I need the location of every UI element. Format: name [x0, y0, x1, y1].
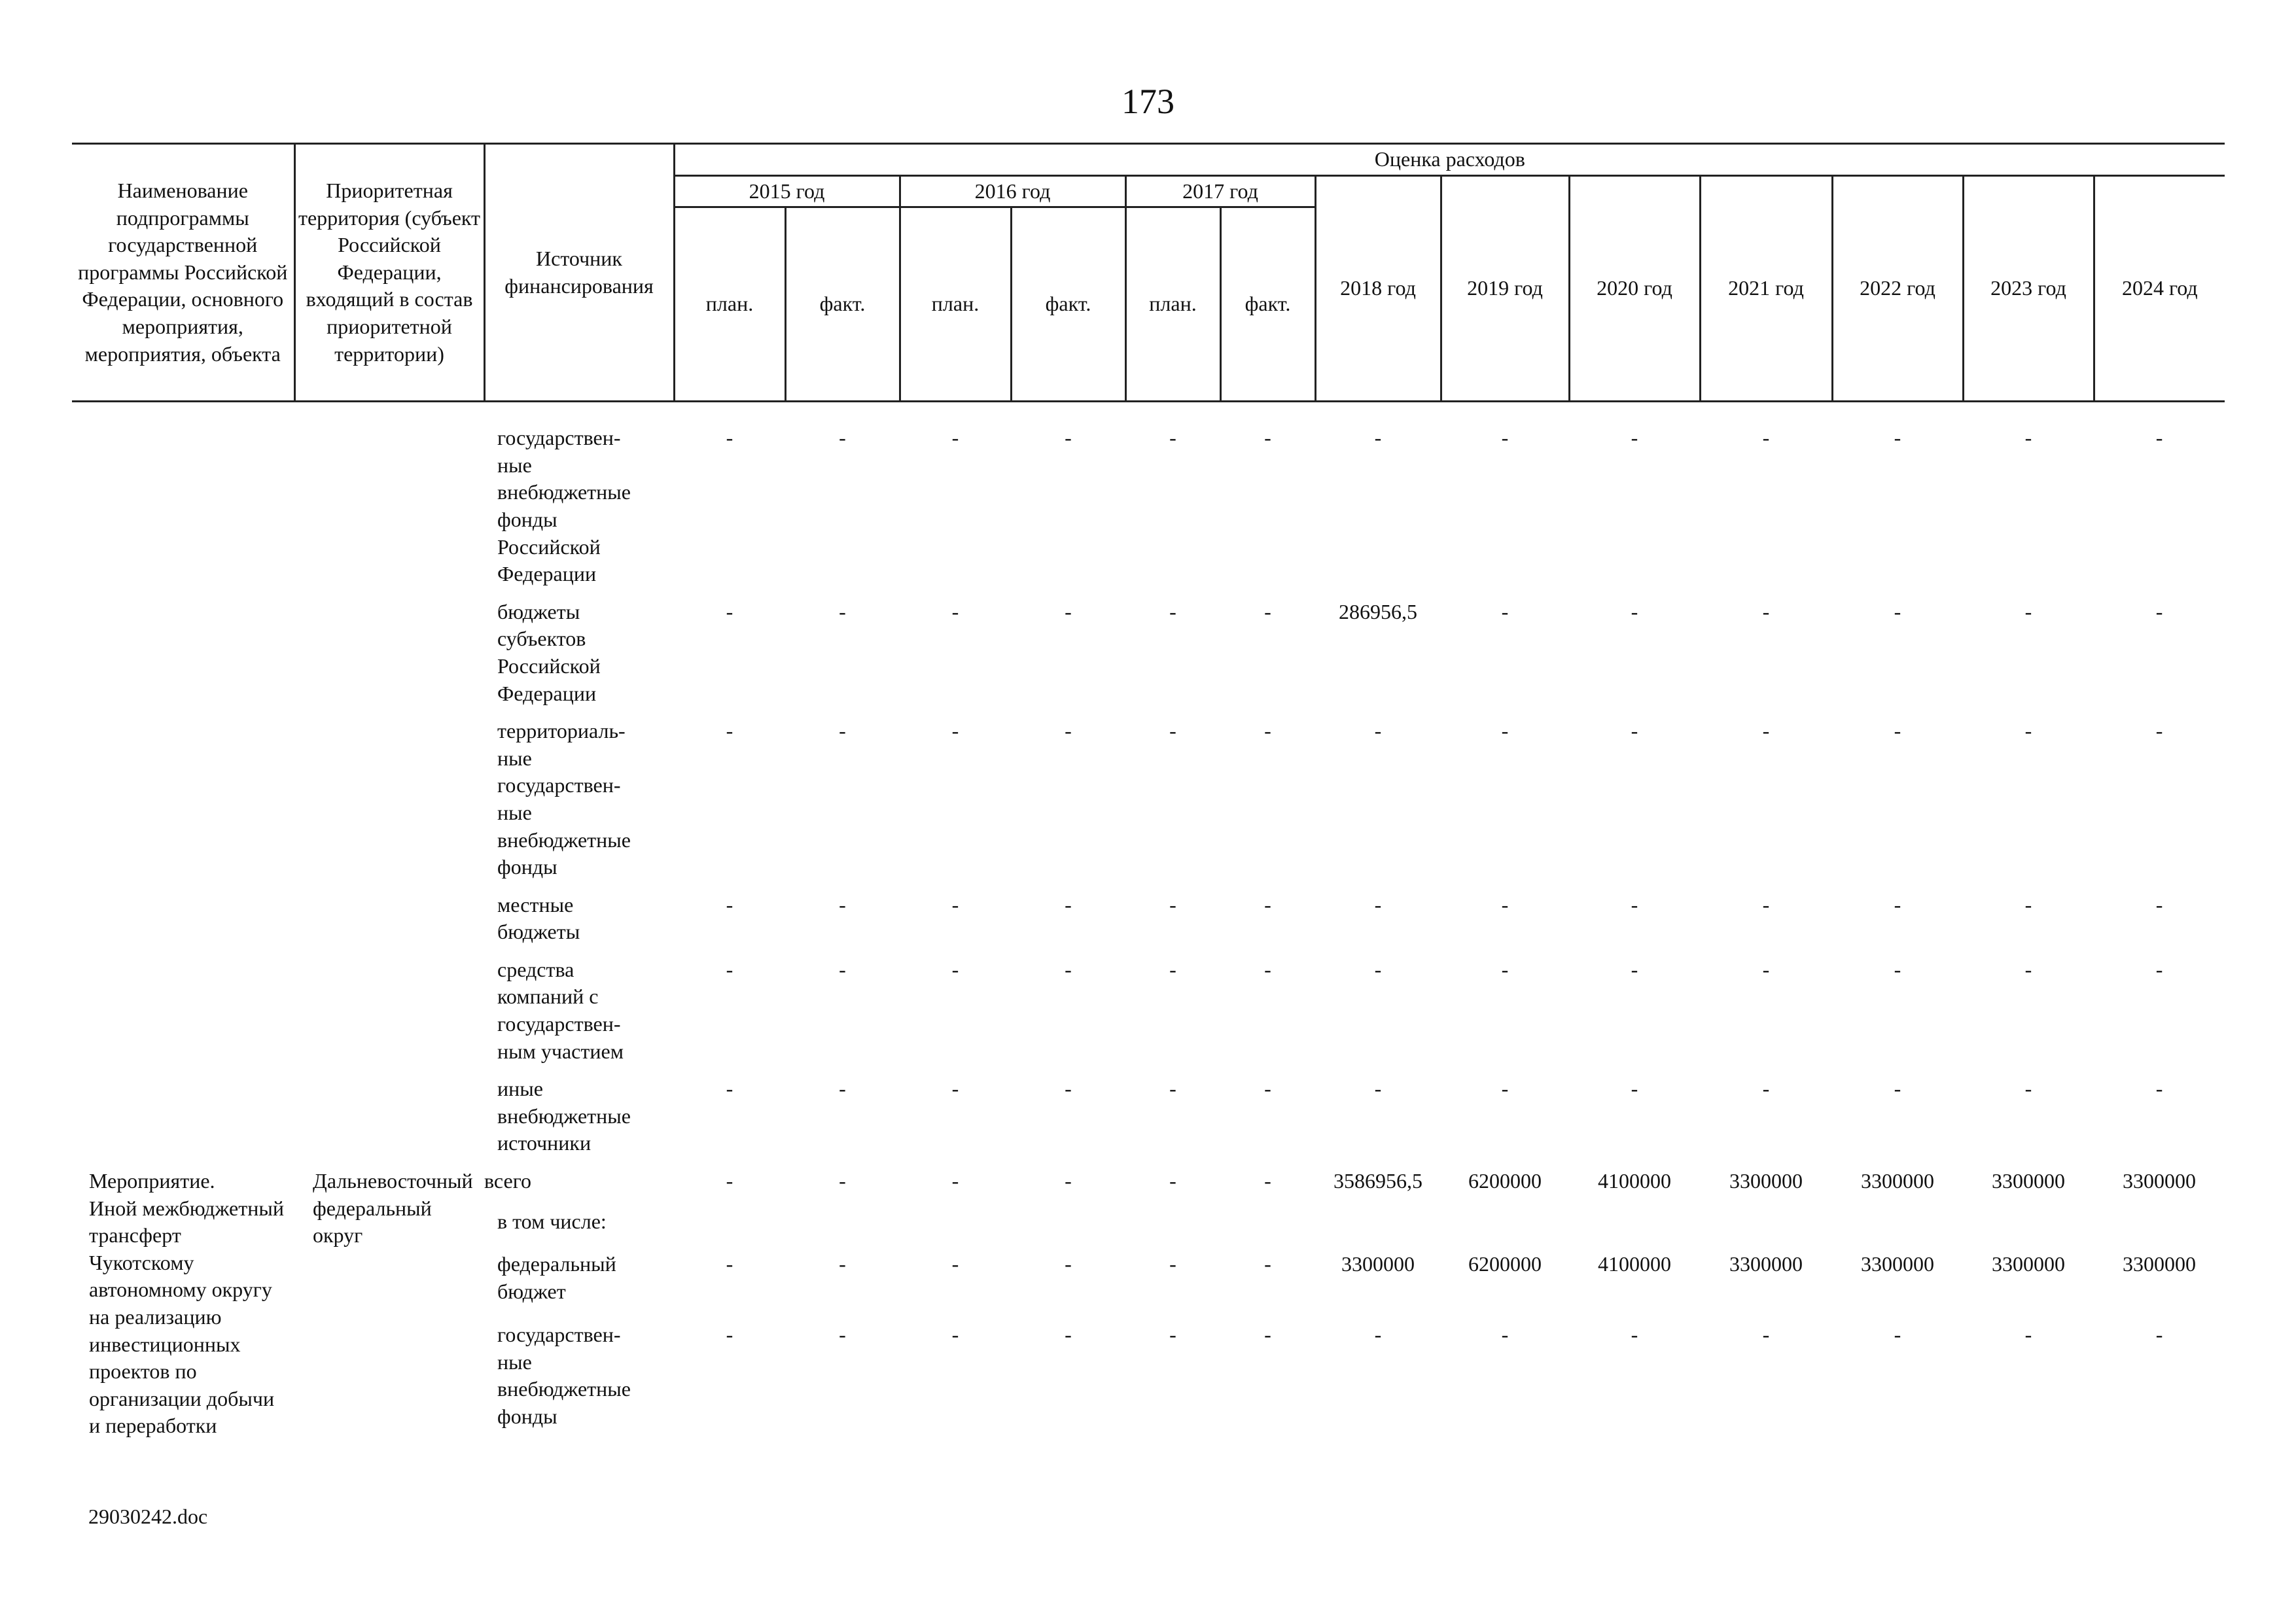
value-cell: -	[726, 719, 733, 743]
value-cell: -	[1169, 719, 1176, 743]
header-year-2019: 2019 год	[1441, 175, 1569, 402]
value-cell: -	[1169, 1077, 1176, 1101]
value-cell: -	[1264, 719, 1271, 743]
table-row	[72, 419, 2225, 593]
value-cell: -	[839, 957, 846, 981]
source-cell: иные внебюджетные источники	[497, 1077, 631, 1155]
value-cell: -	[1894, 719, 1901, 743]
value-cell: -	[1631, 719, 1638, 743]
value-cell	[900, 1203, 1011, 1246]
header-year-2015: 2015 год	[674, 175, 900, 207]
value-cell: -	[1264, 892, 1271, 916]
value-cell: -	[1264, 957, 1271, 981]
header-year-2020: 2020 год	[1569, 175, 1700, 402]
value-cell	[1569, 1203, 1700, 1246]
value-cell: -	[1501, 1322, 1509, 1346]
header-fact-2017: факт.	[1220, 207, 1315, 402]
table-row	[72, 1162, 2225, 1203]
table-body	[72, 402, 2225, 1445]
value-cell: -	[839, 719, 846, 743]
value-cell: -	[2155, 892, 2163, 916]
header-plan-2015: план.	[674, 207, 785, 402]
value-cell: -	[1894, 1077, 1901, 1101]
value-cell: -	[951, 1322, 959, 1346]
value-cell: -	[1264, 1252, 1271, 1276]
value-cell: -	[1065, 1169, 1072, 1193]
value-cell: -	[951, 1077, 959, 1101]
value-cell: -	[1169, 426, 1176, 450]
value-cell: -	[2155, 1322, 2163, 1346]
value-cell: -	[1762, 1322, 1770, 1346]
value-cell: 3300000	[1341, 1252, 1415, 1276]
header-year-2023: 2023 год	[1963, 175, 2094, 402]
value-cell: -	[1631, 892, 1638, 916]
value-cell: -	[2024, 599, 2032, 623]
value-cell: -	[1894, 426, 1901, 450]
value-cell	[1220, 1203, 1315, 1246]
table-row	[72, 886, 2225, 951]
value-cell: -	[839, 1322, 846, 1346]
header-source: Источник финансирования	[484, 144, 674, 402]
header-plan-2017: план.	[1125, 207, 1220, 402]
value-cell: -	[1264, 1169, 1271, 1193]
value-cell: -	[2024, 1077, 2032, 1101]
value-cell: -	[1065, 1077, 1072, 1101]
value-cell	[1011, 1203, 1125, 1246]
value-cell: -	[951, 957, 959, 981]
value-cell: 4100000	[1598, 1252, 1671, 1276]
activity-territory: Дальневосточный федеральный округ	[313, 1169, 473, 1248]
header-fact-2015: факт.	[785, 207, 900, 402]
header-plan-2016: план.	[900, 207, 1011, 402]
territory-cell	[294, 593, 484, 712]
value-cell: -	[1065, 426, 1072, 450]
value-cell: -	[2024, 719, 2032, 743]
value-cell: -	[1264, 1077, 1271, 1101]
value-cell	[1700, 1203, 1832, 1246]
value-cell: -	[1631, 1077, 1638, 1101]
table-row	[72, 1070, 2225, 1162]
value-cell: -	[2155, 719, 2163, 743]
name-cell	[72, 593, 294, 712]
source-cell: территориаль- ные государствен- ные внебюджетные фонды	[497, 719, 631, 879]
value-cell: -	[1374, 1077, 1382, 1101]
value-cell: -	[1762, 599, 1770, 623]
value-cell: -	[2024, 957, 2032, 981]
source-cell: средства компаний с государствен- ным участием	[497, 957, 624, 1063]
value-cell: -	[1065, 1322, 1072, 1346]
value-cell: -	[1169, 892, 1176, 916]
value-cell: -	[1169, 1322, 1176, 1346]
header-year-2021: 2021 год	[1700, 175, 1832, 402]
value-cell: -	[1762, 892, 1770, 916]
header-year-2016: 2016 год	[900, 175, 1125, 207]
value-cell: -	[2155, 957, 2163, 981]
value-cell: -	[839, 426, 846, 450]
value-cell: -	[1264, 599, 1271, 623]
value-cell: -	[1374, 957, 1382, 981]
value-cell: -	[1264, 1322, 1271, 1346]
value-cell: -	[1264, 426, 1271, 450]
value-cell: 3300000	[2123, 1252, 2197, 1276]
value-cell: -	[951, 719, 959, 743]
value-cell: -	[1894, 892, 1901, 916]
header-estimate: Оценка расходов	[674, 144, 2225, 176]
value-cell: 3300000	[1992, 1252, 2065, 1276]
value-cell: -	[951, 426, 959, 450]
source-cell: федеральный бюджет	[497, 1252, 616, 1303]
value-cell: -	[1501, 599, 1509, 623]
value-cell: 6200000	[1468, 1252, 1542, 1276]
value-cell: -	[839, 1252, 846, 1276]
source-cell: государствен- ные внебюджетные фонды Российской Федерации	[497, 426, 631, 586]
territory-cell	[294, 712, 484, 886]
value-cell: -	[1065, 719, 1072, 743]
value-cell: -	[1169, 957, 1176, 981]
territory-cell	[294, 886, 484, 951]
value-cell: -	[1631, 1322, 1638, 1346]
value-cell: -	[839, 599, 846, 623]
name-cell	[72, 712, 294, 886]
value-cell: -	[1894, 1322, 1901, 1346]
value-cell: -	[1501, 1077, 1509, 1101]
header-territory: Приоритетная территория (субъект Российской Федерации, входящий в состав приоритетной территории)	[294, 144, 484, 402]
value-cell: 3586956,5	[1333, 1169, 1422, 1193]
value-cell: -	[1501, 426, 1509, 450]
header-year-2017: 2017 год	[1125, 175, 1315, 207]
value-cell: 286956,5	[1339, 599, 1417, 623]
value-cell: -	[839, 1077, 846, 1101]
value-cell: -	[1374, 426, 1382, 450]
value-cell: -	[1894, 957, 1901, 981]
name-cell	[72, 1070, 294, 1162]
value-cell: -	[1065, 957, 1072, 981]
value-cell	[1441, 1203, 1569, 1246]
value-cell: 3300000	[1992, 1169, 2065, 1193]
source-cell: бюджеты субъектов Российской Федерации	[497, 599, 601, 705]
header-name: Наименование подпрограммы государственной программы Российской Федерации, основного мероприятия, мероприятия, объекта	[72, 144, 294, 402]
value-cell: -	[1762, 426, 1770, 450]
name-cell	[72, 951, 294, 1070]
value-cell	[1315, 1203, 1441, 1246]
territory-cell	[294, 951, 484, 1070]
value-cell: -	[1631, 957, 1638, 981]
value-cell: -	[2155, 426, 2163, 450]
value-cell: -	[2024, 892, 2032, 916]
value-cell	[1125, 1203, 1220, 1246]
value-cell: 6200000	[1468, 1169, 1542, 1193]
value-cell: 3300000	[1861, 1169, 1934, 1193]
value-cell: 3300000	[2123, 1169, 2197, 1193]
header-year-2018: 2018 год	[1315, 175, 1441, 402]
value-cell: -	[1374, 892, 1382, 916]
activity-name: Мероприятие. Иной межбюджетный трансферт Чукотскому автономному округу на реализацию инвестиционных проектов по организации добычи и переработки	[89, 1169, 284, 1438]
value-cell: -	[1631, 426, 1638, 450]
table-row	[72, 593, 2225, 712]
value-cell: -	[1065, 1252, 1072, 1276]
table-row	[72, 712, 2225, 886]
name-cell	[72, 886, 294, 951]
value-cell: -	[951, 1169, 959, 1193]
value-cell: -	[1169, 599, 1176, 623]
value-cell: -	[1374, 1322, 1382, 1346]
source-cell: в том числе:	[497, 1210, 607, 1234]
value-cell	[785, 1203, 900, 1246]
value-cell: -	[951, 892, 959, 916]
page-number: 173	[1122, 82, 1174, 121]
value-cell: -	[1631, 599, 1638, 623]
value-cell: -	[726, 599, 733, 623]
source-cell: всего	[484, 1169, 532, 1193]
header-year-2022: 2022 год	[1832, 175, 1963, 402]
value-cell: 3300000	[1729, 1252, 1803, 1276]
value-cell: -	[2024, 426, 2032, 450]
value-cell: -	[1762, 1077, 1770, 1101]
value-cell: -	[951, 599, 959, 623]
value-cell	[674, 1203, 785, 1246]
source-cell: государствен- ные внебюджетные фонды	[497, 1322, 631, 1428]
value-cell: -	[1501, 892, 1509, 916]
value-cell: -	[1065, 892, 1072, 916]
value-cell: 3300000	[1729, 1169, 1803, 1193]
value-cell: -	[1501, 957, 1509, 981]
source-cell: местные бюджеты	[497, 892, 580, 944]
territory-cell	[294, 419, 484, 593]
expenditure-table	[72, 143, 2225, 1445]
value-cell: -	[839, 892, 846, 916]
table-row	[72, 951, 2225, 1070]
value-cell: -	[726, 1252, 733, 1276]
header-year-2024: 2024 год	[2094, 175, 2225, 402]
value-cell: -	[726, 1077, 733, 1101]
value-cell	[1963, 1203, 2094, 1246]
value-cell: -	[726, 426, 733, 450]
value-cell: 4100000	[1598, 1169, 1671, 1193]
value-cell: -	[1501, 719, 1509, 743]
name-cell	[72, 419, 294, 593]
header-fact-2016: факт.	[1011, 207, 1125, 402]
footer-filename: 29030242.doc	[88, 1505, 208, 1528]
value-cell: 3300000	[1861, 1252, 1934, 1276]
value-cell: -	[1065, 599, 1072, 623]
value-cell: -	[951, 1252, 959, 1276]
value-cell: -	[839, 1169, 846, 1193]
value-cell: -	[726, 892, 733, 916]
territory-cell	[294, 1070, 484, 1162]
value-cell: -	[1169, 1252, 1176, 1276]
value-cell	[1832, 1203, 1963, 1246]
value-cell: -	[2155, 599, 2163, 623]
table-header	[72, 144, 2225, 402]
value-cell: -	[726, 1322, 733, 1346]
value-cell: -	[1894, 599, 1901, 623]
value-cell: -	[2155, 1077, 2163, 1101]
value-cell: -	[1762, 957, 1770, 981]
value-cell: -	[1762, 719, 1770, 743]
spacer	[72, 402, 2225, 420]
value-cell: -	[726, 957, 733, 981]
value-cell: -	[2024, 1322, 2032, 1346]
value-cell: -	[1169, 1169, 1176, 1193]
value-cell	[2094, 1203, 2225, 1246]
value-cell: -	[726, 1169, 733, 1193]
value-cell: -	[1374, 719, 1382, 743]
